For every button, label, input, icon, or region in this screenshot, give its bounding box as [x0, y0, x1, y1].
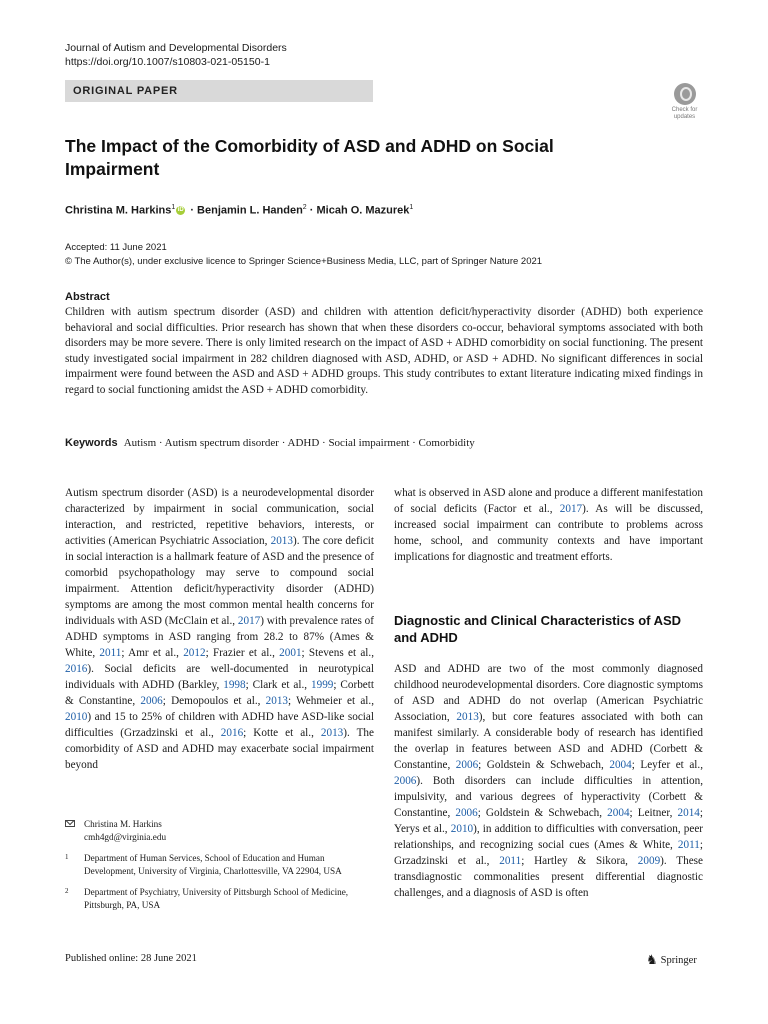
publisher-name: Springer	[660, 955, 697, 966]
abstract-heading: Abstract	[65, 291, 110, 303]
copyright-notice: © The Author(s), under exclusive licence to Springer Science+Business Media, LLC, part of Springer Nature 2021	[65, 256, 543, 267]
citation-link[interactable]: 2006	[394, 775, 417, 787]
affiliation-mark: 2	[65, 887, 69, 895]
citation-link[interactable]: 2006	[455, 759, 479, 771]
author-affiliation-mark: 2	[302, 204, 307, 211]
check-for-updates-button[interactable]	[666, 83, 703, 123]
citation-link[interactable]: 2001	[279, 647, 302, 659]
citation-link[interactable]: 2010	[65, 711, 88, 723]
citation-link[interactable]: 2004	[607, 807, 630, 819]
contact-email[interactable]: cmh4gd@virginia.edu	[84, 832, 167, 842]
affiliation-mark: 1	[65, 853, 69, 861]
author-list	[65, 204, 413, 217]
journal-name: Journal of Autism and Developmental Disorders	[65, 42, 287, 54]
abstract-text: Children with autism spectrum disorder (ASD) and children with attention deficit/hyperactivity disorder (ADHD) both experience behavioral and social difficulties. Prior research has shown that when these disorders co-occur, behavioral symptoms associated with both disorders may be more severe. There is only limited research on the impact of ASD + ADHD comorbidity on social functioning. The present study investigated social impairment in 282 children diagnosed with ASD, ADHD, or ASD + ADHD. No significant differences in social impairment were found between the ASD and ASD + ADHD groups. This study contributes to extant literature indicating mixed findings in regard to social functioning amidst the ASD + ADHD comorbidity.	[65, 306, 703, 396]
journal-header	[65, 41, 287, 69]
check-updates-icon	[674, 83, 696, 105]
citation-link[interactable]: 1998	[223, 679, 246, 691]
citation-link[interactable]: 2011	[99, 647, 122, 659]
contact-name: Christina M. Harkins	[84, 819, 162, 829]
citation-link[interactable]: 2017	[237, 615, 261, 627]
author-affiliation-mark: 1	[409, 204, 414, 211]
body-column-left: Autism spectrum disorder (ASD) is a neurodevelopmental disorder characterized by impairment in social communication, social interaction, and restricted, repetitive behaviors, interests, or activities (American Psychiatric Association, 2013). The core deficit in social interaction is a hallmark feature of ASD and the presence of comorbid psychopathology may serve to compound social impairment. Attention deficit/hyperactivity disorder (ADHD) symptoms are among the most common mental health concerns for individuals with ASD (McClain et al., 2017) with prevalence rates of ADHD symptoms in ASD ranging from 28.2 to 87% (Ames & White, 2011; Amr et al., 2012; Frazier et al., 2001; Stevens et al., 2016). Social deficits are well-documented in neurotypical individuals with ADHD (Barkley, 1998; Clark et al., 1999; Corbett & Constantine, 2006; Demopoulos et al., 2013; Wehmeier et al., 2010) and 15 to 25% of children with ADHD have ASD-like social difficulties (Grzadzinski et al., 2016; Kotte et al., 2013). The comorbidity of ASD and ADHD may exacerbate social impairment beyond	[65, 487, 374, 771]
author-separator: ·	[187, 204, 198, 217]
citation-link[interactable]: 2013	[265, 695, 289, 707]
published-date: Published online: 28 June 2021	[65, 953, 197, 964]
check-updates-label: Check for updates	[671, 107, 698, 120]
citation-link[interactable]: 1999	[311, 679, 334, 691]
citation-link[interactable]: 2014	[677, 807, 700, 819]
body-column-right-section: ASD and ADHD are two of the most commonly diagnosed childhood neurodevelopmental disorders. Core diagnostic symptoms of ASD and ADHD do not overlap (American Psychiatric Association, 2013), but core features associated with both can manifest similarly. A considerable body of research has identified the overlap in features between ASD and ADHD (Corbett & Constantine, 2006; Goldstein & Schwebach, 2004; Leyfer et al., 2006). Both disorders can include difficulties in attention, impulsivity, and various degrees of hyperactivity (Corbett & Constantine, 2006; Goldstein & Schwebach, 2004; Leitner, 2014; Yerys et al., 2010), in addition to difficulties with conversation, peer relationships, and recognizing social cues (Ames & White, 2011; Grzadzinski et al., 2011; Hartley & Sikora, 2009). These transdiagnostic commonalities present differential diagnostic challenges, and a diagnosis of ASD is often	[394, 663, 704, 899]
author-name[interactable]: Christina M. Harkins	[65, 204, 172, 217]
keywords-list: Autism · Autism spectrum disorder · ADHD · Social impairment · Comorbidity	[123, 437, 475, 449]
citation-link[interactable]: 2006	[140, 695, 163, 707]
citation-link[interactable]: 2016	[65, 663, 88, 675]
citation-link[interactable]: 2011	[677, 839, 700, 851]
publisher-logo	[646, 952, 697, 968]
section-heading: Diagnostic and Clinical Characteristics of ASD and ADHD	[394, 613, 682, 645]
citation-link[interactable]: 2009	[637, 855, 661, 867]
citation-link[interactable]: 2013	[270, 535, 293, 547]
affiliation-footnote	[65, 852, 374, 878]
affiliation-footnote	[65, 886, 374, 912]
body-column-right-intro: what is observed in ASD alone and produce a different manifestation of social deficits (Factor et al., 2017). As will be discussed, increased social impairment can contribute to problems across home, school, and community contexts and have important implications for diagnostic and treatment efforts.	[394, 487, 704, 563]
affiliation-text: Department of Human Services, School of Education and Human Development, University of Virginia, Charlottesville, VA 22904, USA	[84, 853, 342, 876]
citation-link[interactable]: 2013	[456, 711, 479, 723]
keywords-heading: Keywords	[65, 437, 118, 449]
springer-horse-icon: ♞	[646, 952, 658, 967]
keywords	[65, 437, 475, 449]
citation-link[interactable]: 2010	[450, 823, 474, 835]
author-name[interactable]: Benjamin L. Handen	[197, 204, 303, 217]
citation-link[interactable]: 2004	[609, 759, 632, 771]
envelope-icon	[65, 820, 75, 827]
citation-link[interactable]: 2017	[559, 503, 583, 515]
citation-link[interactable]: 2012	[183, 647, 206, 659]
affiliation-text: Department of Psychiatry, University of Pittsburgh School of Medicine, Pittsburgh, PA, USA	[84, 887, 349, 910]
citation-link[interactable]: 2011	[499, 855, 522, 867]
author-separator: ·	[306, 204, 317, 217]
accepted-date: Accepted: 11 June 2021	[65, 242, 167, 253]
author-affiliation-mark: 1	[171, 204, 176, 211]
orcid-icon[interactable]: iD	[177, 207, 184, 214]
author-name[interactable]: Micah O. Mazurek	[316, 204, 410, 217]
publication-dates	[65, 241, 542, 269]
contact-footnote	[65, 818, 374, 844]
doi-link[interactable]: https://doi.org/10.1007/s10803-021-05150-1	[65, 56, 270, 68]
citation-link[interactable]: 2016	[220, 727, 244, 739]
article-title: The Impact of the Comorbidity of ASD and ADHD on Social Impairment	[65, 136, 554, 179]
citation-link[interactable]: 2013	[320, 727, 344, 739]
citation-link[interactable]: 2006	[455, 807, 478, 819]
article-type-badge: ORIGINAL PAPER	[65, 80, 373, 102]
footnotes	[65, 818, 374, 920]
